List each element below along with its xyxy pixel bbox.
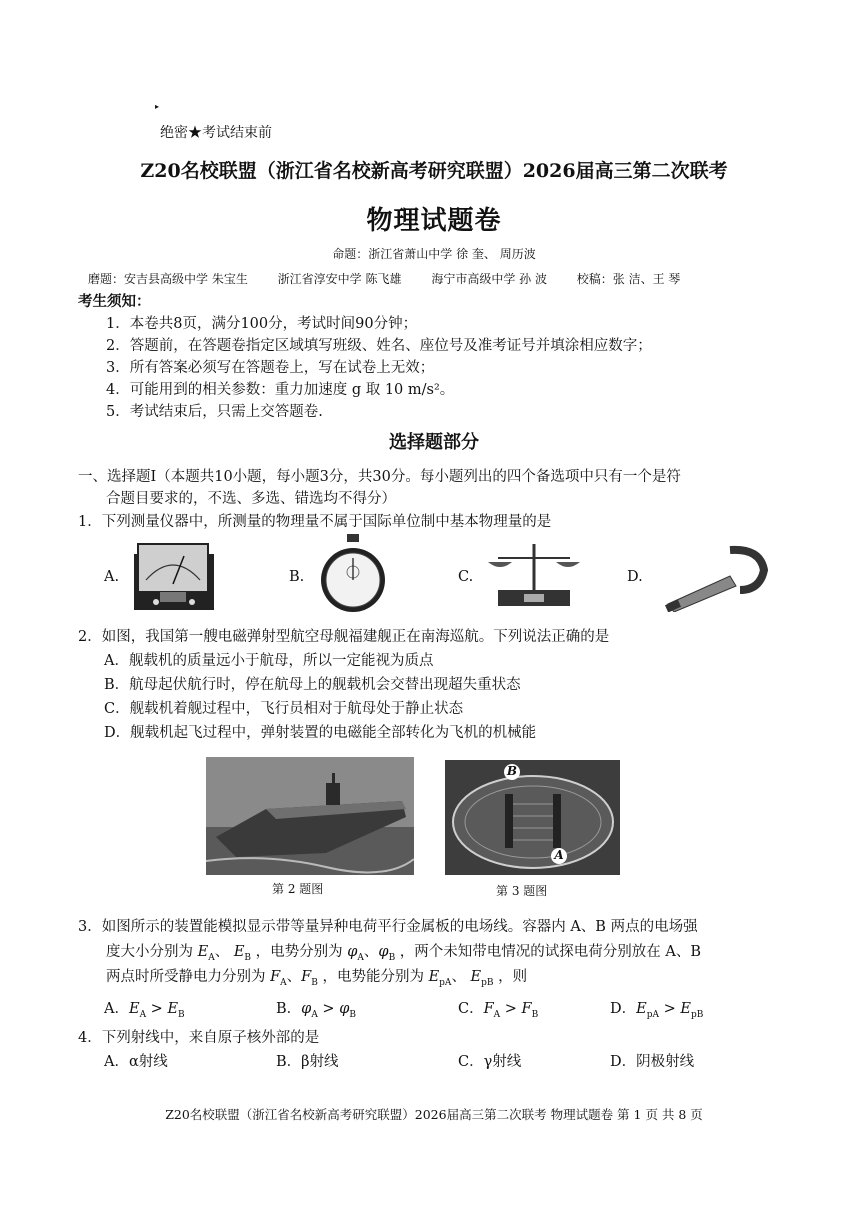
fig2-caption: 第 2 题图: [272, 882, 324, 896]
reviewer-3: 海宁市高级中学 孙 波: [431, 272, 547, 286]
q4-stem: 4．下列射线中，来自原子核外部的是: [78, 1030, 320, 1046]
q2-option-b: B．航母起伏航行时，停在航母上的舰载机会交替出现超失重状态: [104, 677, 521, 693]
electric-field-photo: [445, 760, 620, 875]
q2-option-d: D．舰载机起飞过程中，弹射装置的电磁能全部转化为飞机的机械能: [104, 725, 537, 741]
q3-line1: 3．如图所示的装置能模拟显示带等量异种电荷平行金属板的电场线。容器内 A、B 两点的电场强: [78, 919, 698, 935]
mark-dot: ▸: [155, 102, 160, 111]
notice-item: 1．本卷共8页，满分100分，考试时间90分钟；: [106, 316, 418, 332]
reviewer-4: 校稿：张 洁、王 琴: [576, 272, 681, 286]
q1-label-a: A.: [104, 569, 120, 585]
q3-line2: 度大小分别为 $E_A$、 $E_B$ ，电势分别为 $\varphi_A$、$\varphi_B$ ，两个未知带电情况的试探电荷分别放在 A、B: [106, 944, 702, 963]
q3-line3-b: ，电势能分别为: [322, 969, 424, 985]
q4-option-d: D．阴极射线: [610, 1054, 695, 1070]
q4-option-a: A．α射线: [104, 1054, 168, 1070]
voltmeter-image: [130, 540, 220, 612]
page-footer: Z20名校联盟（浙江省名校新高考研究联盟）2026届高三第二次联考 物理试题卷 第 1 页 共 8 页: [165, 1107, 703, 1122]
q3-option-d: D．$E_{pA} > E_{pB}$: [610, 1001, 704, 1020]
notice-item: 5．考试结束后，只需上交答题卷.: [106, 404, 323, 420]
q4-option-b: B．β射线: [276, 1054, 339, 1070]
notice-item: 2．答题前，在答题卷指定区域填写班级、姓名、座位号及准考证号并填涂相应数字；: [106, 338, 652, 354]
q2-option-a: A．舰载机的质量远小于航母，所以一定能视为质点: [104, 653, 434, 669]
part1-line2: 合题目要求的，不选、多选、错选均不得分）: [106, 491, 396, 507]
q2-option-c: C．舰载机着舰过程中，飞行员相对于航母处于静止状态: [104, 701, 464, 717]
q4-option-c: C．γ射线: [458, 1054, 522, 1070]
q3-line2-c: ，两个未知带电情况的试探电荷分别放在 A、B: [399, 944, 702, 960]
stopwatch-image: [318, 532, 388, 616]
q3-line3-c: ，则: [498, 969, 528, 985]
fig3-caption: 第 3 题图: [496, 884, 548, 898]
reviewer-1: 磨题：安吉县高级中学 朱宝生: [88, 272, 248, 286]
q3-line2-a: 度大小分别为: [106, 944, 193, 960]
micrometer-image: [660, 540, 780, 612]
q1-label-b: B.: [289, 569, 305, 585]
q3-line2-b: ，电势分别为: [255, 944, 343, 960]
q3-line3-a: 两点时所受静电力分别为: [106, 969, 266, 985]
exam-title: Z20名校联盟（浙江省名校新高考研究联盟）2026届高三第二次联考: [140, 160, 728, 182]
aircraft-carrier-photo: [206, 757, 414, 875]
part1-line1: 一、选择题Ⅰ（本题共10小题，每小题3分，共30分。每小题列出的四个备选项中只有一个是符: [78, 469, 681, 485]
notice-item: 3．所有答案必须写在答题卷上，写在试卷上无效；: [106, 360, 435, 376]
secret-label: 绝密★考试结束前: [160, 125, 272, 141]
q2-stem: 2．如图，我国第一艘电磁弹射型航空母舰福建舰正在南海巡航。下列说法正确的是: [78, 629, 610, 645]
reviewer-2: 浙江省淳安中学 陈飞雄: [277, 272, 402, 286]
q1-label-c: C.: [458, 569, 474, 585]
q3-option-b: B．$\varphi_A > \varphi_B$: [276, 1001, 356, 1020]
q3-option-a: A．$E_A > E_B$: [104, 1001, 185, 1020]
reviewers-line: [88, 270, 706, 287]
point-a-label: A: [554, 848, 564, 862]
point-b-label: B: [506, 764, 518, 778]
notice-heading: 考生须知：: [78, 293, 151, 310]
q1-label-d: D.: [627, 569, 643, 585]
notice-item: 4．可能用到的相关参数：重力加速度 g 取 10 m/s²。: [106, 382, 455, 398]
section-title: 选择题部分: [389, 432, 479, 453]
author-line: 命题：浙江省萧山中学 徐 奎、 周历波: [332, 247, 536, 261]
q3-line3: 两点时所受静电力分别为 $F_A$、$F_B$ ，电势能分别为 $E_{pA}$、 $E_{pB}$ ，则: [106, 969, 528, 988]
q3-option-c: C．$F_A > F_B$: [458, 1001, 539, 1020]
q1-stem: 1．下列测量仪器中，所测量的物理量不属于国际单位制中基本物理量的是: [78, 514, 552, 530]
balance-scale-image: [484, 540, 584, 612]
paper-subtitle: 物理试题卷: [366, 206, 502, 236]
